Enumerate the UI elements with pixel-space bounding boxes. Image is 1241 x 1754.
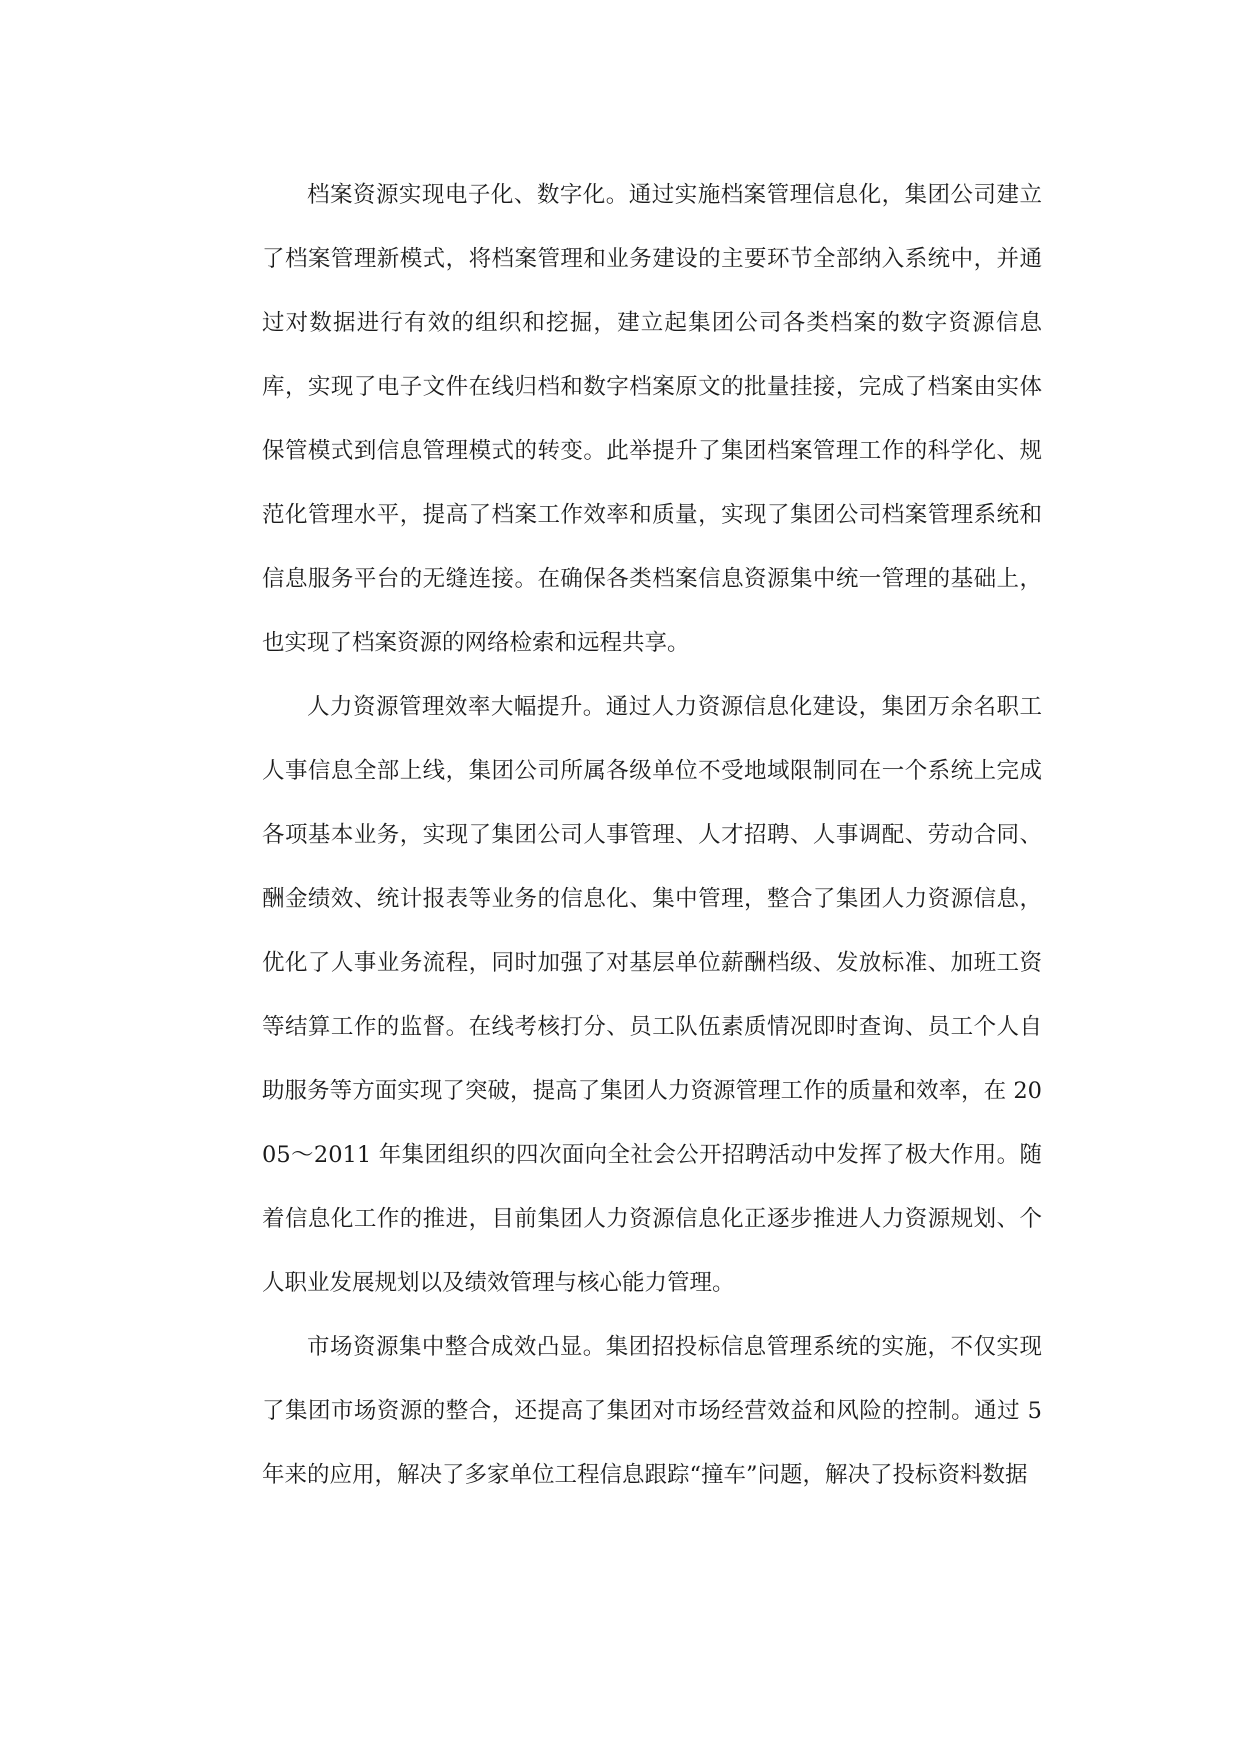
paragraph-human-resources: 人力资源管理效率大幅提升。通过人力资源信息化建设，集团万余名职工人事信息全部上线，集团公司所属各级单位不受地域限制同在一个系统上完成各项基本业务，实现了集团公司人事管理、人才招聘、人事调配、劳动合同、酬金绩效、统计报表等业务的信息化、集中管理，整合了集团人力资源信息，优化了人事业务流程，同时加强了对基层单位薪酬档级、发放标准、加班工资等结算工作的监督。在线考核打分、员工队伍素质情况即时查询、员工个人自助服务等方面实现了突破，提高了集团人力资源管理工作的质量和效率，在 2005～2011 年集团组织的四次面向全社会公开招聘活动中发挥了极大作用。随着信息化工作的推进，目前集团人力资源信息化正逐步推进人力资源规划、个人职业发展规划以及绩效管理与核心能力管理。 <box>262 694 1042 1296</box>
paragraph-market-resources: 市场资源集中整合成效凸显。集团招投标信息管理系统的实施，不仅实现了集团市场资源的整合，还提高了集团对市场经营效益和风险的控制。通过 5 年来的应用，解决了多家单位工程信息跟踪“撞车”问题，解决了投标资料数据 <box>262 1334 1042 1488</box>
paragraph-archives-digitization: 档案资源实现电子化、数字化。通过实施档案管理信息化，集团公司建立了档案管理新模式，将档案管理和业务建设的主要环节全部纳入系统中，并通过对数据进行有效的组织和挖掘，建立起集团公司各类档案的数字资源信息库，实现了电子文件在线归档和数字档案原文的批量挂接，完成了档案由实体保管模式到信息管理模式的转变。此举提升了集团档案管理工作的科学化、规范化管理水平，提高了档案工作效率和质量，实现了集团公司档案管理系统和信息服务平台的无缝连接。在确保各类档案信息资源集中统一管理的基础上，也实现了档案资源的网络检索和远程共享。 <box>262 182 1042 656</box>
document-body <box>262 163 1042 1507</box>
